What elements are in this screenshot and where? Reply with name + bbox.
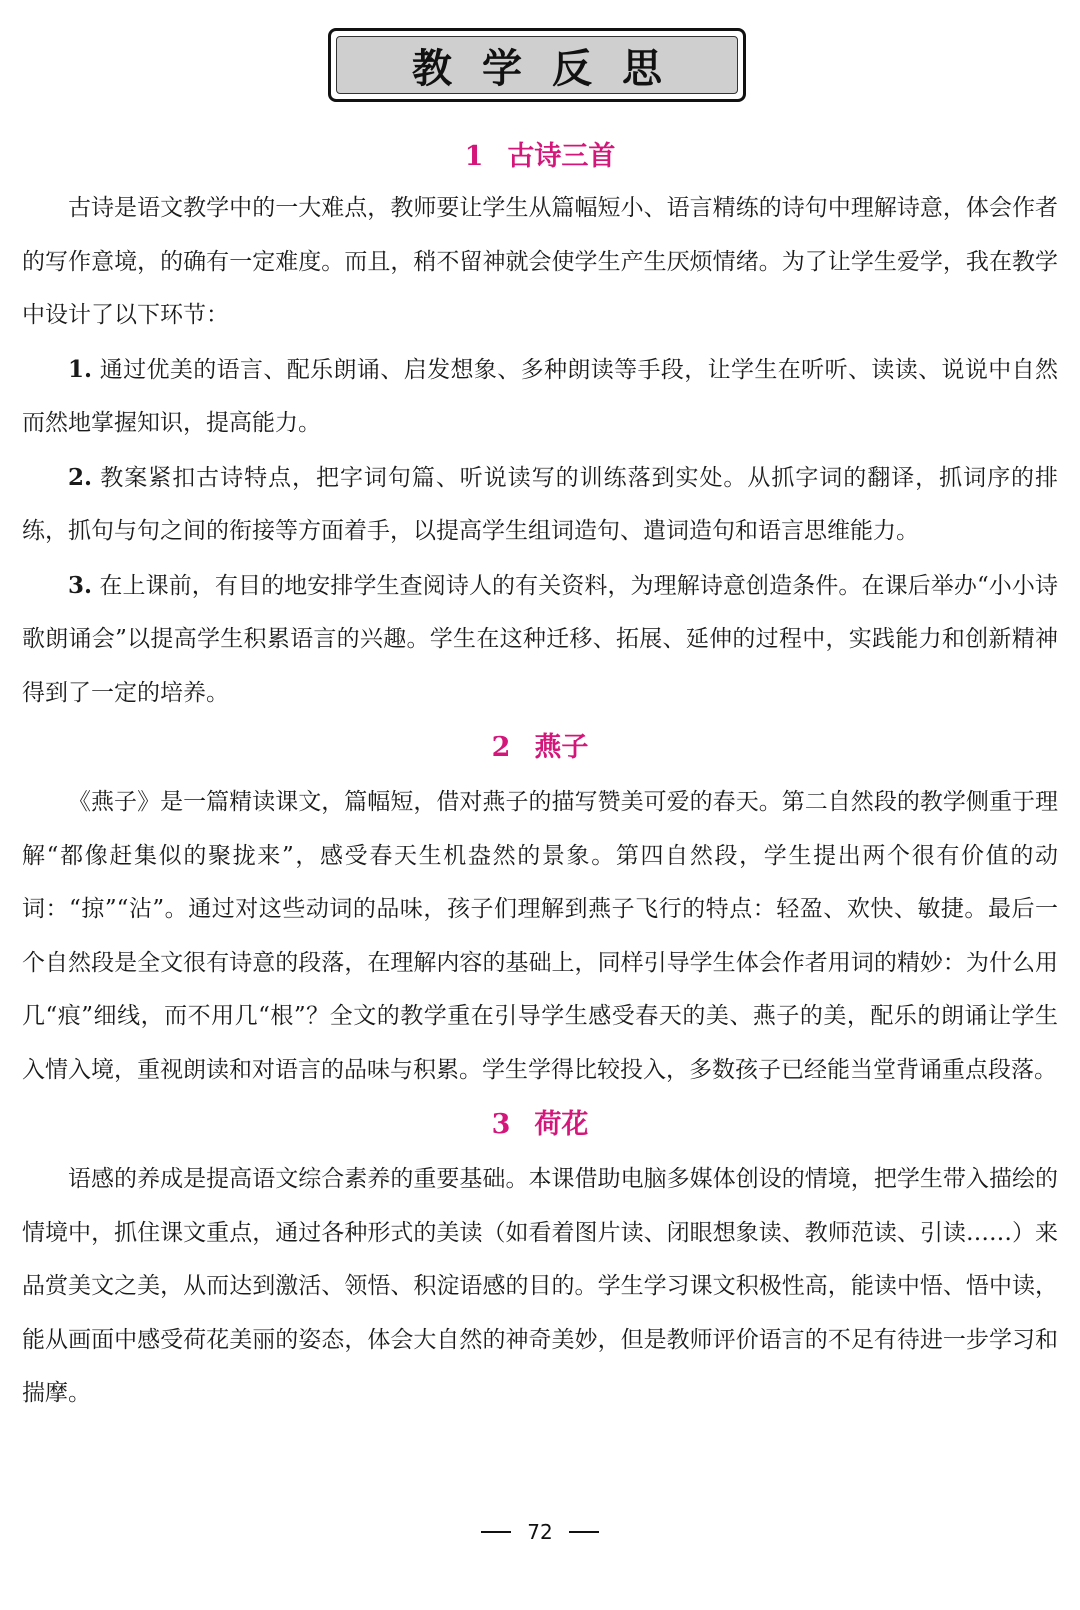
numbered-paragraph xyxy=(22,559,1058,721)
numbered-paragraph xyxy=(22,343,1058,451)
section-number: 1 xyxy=(464,141,484,172)
paragraph-number: 1. xyxy=(68,355,93,383)
paragraph-text: 教案紧扣古诗特点，把字词句篇、听说读写的训练落到实处。从抓字词的翻译，抓词序的排练，抓句与句之间的衔接等方面着手，以提高学生组词造句、遣词造句和语言思维能力。 xyxy=(22,464,1059,544)
section-title: 古诗三首 xyxy=(507,141,616,172)
section-heading xyxy=(22,1097,1058,1153)
numbered-paragraph xyxy=(22,451,1058,559)
document-body xyxy=(22,132,1058,1421)
paragraph-text: 语感的养成是提高语文综合素养的重要基础。本课借助电脑多媒体创设的情境，把学生带入描绘的情境中，抓住课文重点，通过各种形式的美读（如看着图片读、闭眼想象读、教师范读、引读……）来品赏美文之美，从而达到激活、领悟、积淀语感的目的。学生学习课文积极性高，能读中悟、悟中读，能从画面中感受荷花美丽的姿态，体会大自然的神奇美妙，但是教师评价语言的不足有待进一步学习和揣摩。 xyxy=(22,1166,1058,1406)
paragraph-number: 2. xyxy=(68,463,93,491)
footer-dash-right xyxy=(569,1531,599,1533)
page-title-banner xyxy=(336,36,738,94)
footer-dash-left xyxy=(481,1531,511,1533)
page-footer xyxy=(0,1520,1080,1544)
paragraph-text: 在上课前，有目的地安排学生查阅诗人的有关资料，为理解诗意创造条件。在课后举办“小小诗歌朗诵会”以提高学生积累语言的兴趣。学生在这种迁移、拓展、延伸的过程中，实践能力和创新精神得到了一定的培养。 xyxy=(22,572,1058,706)
section-number: 3 xyxy=(491,1109,511,1140)
section-title: 燕子 xyxy=(534,732,589,763)
section-number: 2 xyxy=(491,732,511,763)
paragraph-text: 古诗是语文教学中的一大难点，教师要让学生从篇幅短小、语言精练的诗句中理解诗意，体会作者的写作意境，的确有一定难度。而且，稍不留神就会使学生产生厌烦情绪。为了让学生爱学，我在教学中设计了以下环节： xyxy=(22,195,1058,328)
page-number: 72 xyxy=(527,1520,553,1544)
page-title-box xyxy=(328,28,746,102)
section-heading xyxy=(22,720,1058,776)
paragraph-number: 3. xyxy=(68,571,93,599)
page-title: 教学反思 xyxy=(412,45,692,92)
paragraph-text: 通过优美的语言、配乐朗诵、启发想象、多种朗读等手段，让学生在听听、读读、说说中自然而然地掌握知识，提高能力。 xyxy=(22,356,1059,436)
section-title: 荷花 xyxy=(534,1109,589,1140)
section-heading xyxy=(22,132,1058,182)
paragraph xyxy=(22,776,1058,1097)
paragraph xyxy=(22,182,1058,343)
paragraph xyxy=(22,1153,1058,1421)
paragraph-text: 《燕子》是一篇精读课文，篇幅短，借对燕子的描写赞美可爱的春天。第二自然段的教学侧重于理解“都像赶集似的聚拢来”，感受春天生机盎然的景象。第四自然段，学生提出两个很有价值的动词：“掠”“沾”。通过对这些动词的品味，孩子们理解到燕子飞行的特点：轻盈、欢快、敏捷。最后一个自然段是全文很有诗意的段落，在理解内容的基础上，同样引导学生体会作者用词的精妙：为什么用几“痕”细线，而不用几“根”？全文的教学重在引导学生感受春天的美、燕子的美，配乐的朗诵让学生入情入境，重视朗读和对语言的品味与积累。学生学得比较投入，多数孩子已经能当堂背诵重点段落。 xyxy=(22,789,1058,1083)
